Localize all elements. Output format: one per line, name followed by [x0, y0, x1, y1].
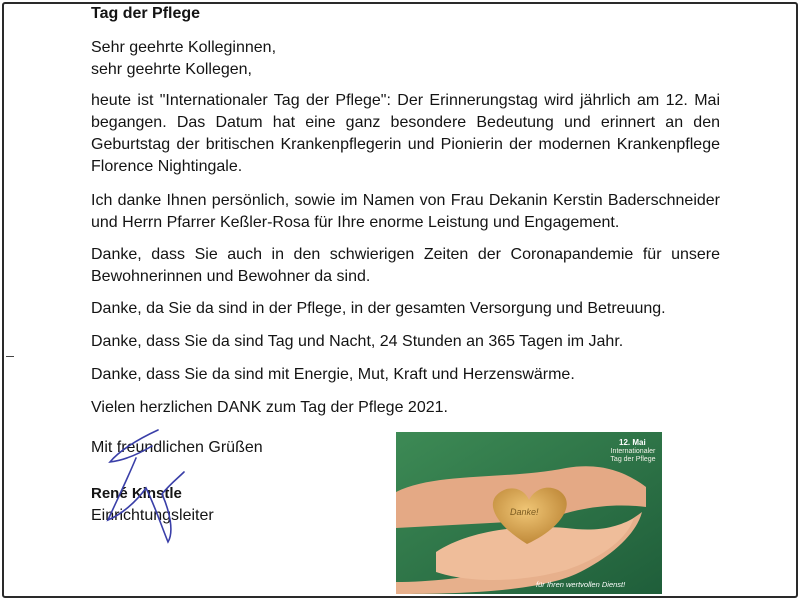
greeting-card-image [396, 432, 662, 594]
card-subtitle-line: Tag der Pflege [610, 456, 656, 463]
paragraph-energy: Danke, dass Sie da sind mit Energie, Mut, Kraft und Herzenswärme. [91, 366, 575, 383]
salutation [91, 37, 276, 81]
paragraph-day-night: Danke, dass Sie da sind Tag und Nacht, 24 Stunden an 365 Tagen im Jahr. [91, 333, 624, 350]
salutation-line: sehr geehrte Kollegen, [91, 61, 252, 78]
card-date: 12. Mai [619, 438, 646, 447]
margin-mark [6, 356, 14, 357]
heart-label: Danke! [510, 507, 539, 517]
closing-phrase: Mit freundlichen Grüßen [91, 439, 263, 456]
card-subtitle-line: Internationaler [610, 448, 656, 455]
paragraph-final-thanks: Vielen herzlichen DANK zum Tag der Pflege 2021. [91, 399, 448, 416]
salutation-line: Sehr geehrte Kolleginnen, [91, 39, 277, 56]
paragraph-thanks: Ich danke Ihnen persönlich, sowie im Namen von Frau Dekanin Kerstin Baderschneider und Herrn Pfarrer Keßler-Rosa für Ihre enorme Leistung und Engagement. [91, 192, 720, 231]
card-footer: für Ihren wertvollen Dienst! [536, 580, 626, 589]
letter-title: Tag der Pflege [91, 5, 201, 22]
paragraph-corona: Danke, dass Sie auch in den schwierigen Zeiten der Coronapandemie für unsere Bewohnerinnen und Bewohner da sind. [91, 246, 720, 285]
signer-name: René Kinstle [91, 485, 182, 502]
paragraph-intro: heute ist "Internationaler Tag der Pflege": Der Erinnerungstag wird jährlich am 12. Mai begangen. Das Datum hat eine ganz besondere Bedeutung und erinnert an den Geburtstag der britischen Krankenpflegerin und Pionierin der modernen Krankenpflege Florence Nightingale. [91, 92, 720, 175]
paragraph-care: Danke, da Sie da sind in der Pflege, in der gesamten Versorgung und Betreuung. [91, 300, 666, 317]
card-subtitle [606, 448, 660, 464]
signer-role: Einrichtungsleiter [91, 507, 214, 524]
